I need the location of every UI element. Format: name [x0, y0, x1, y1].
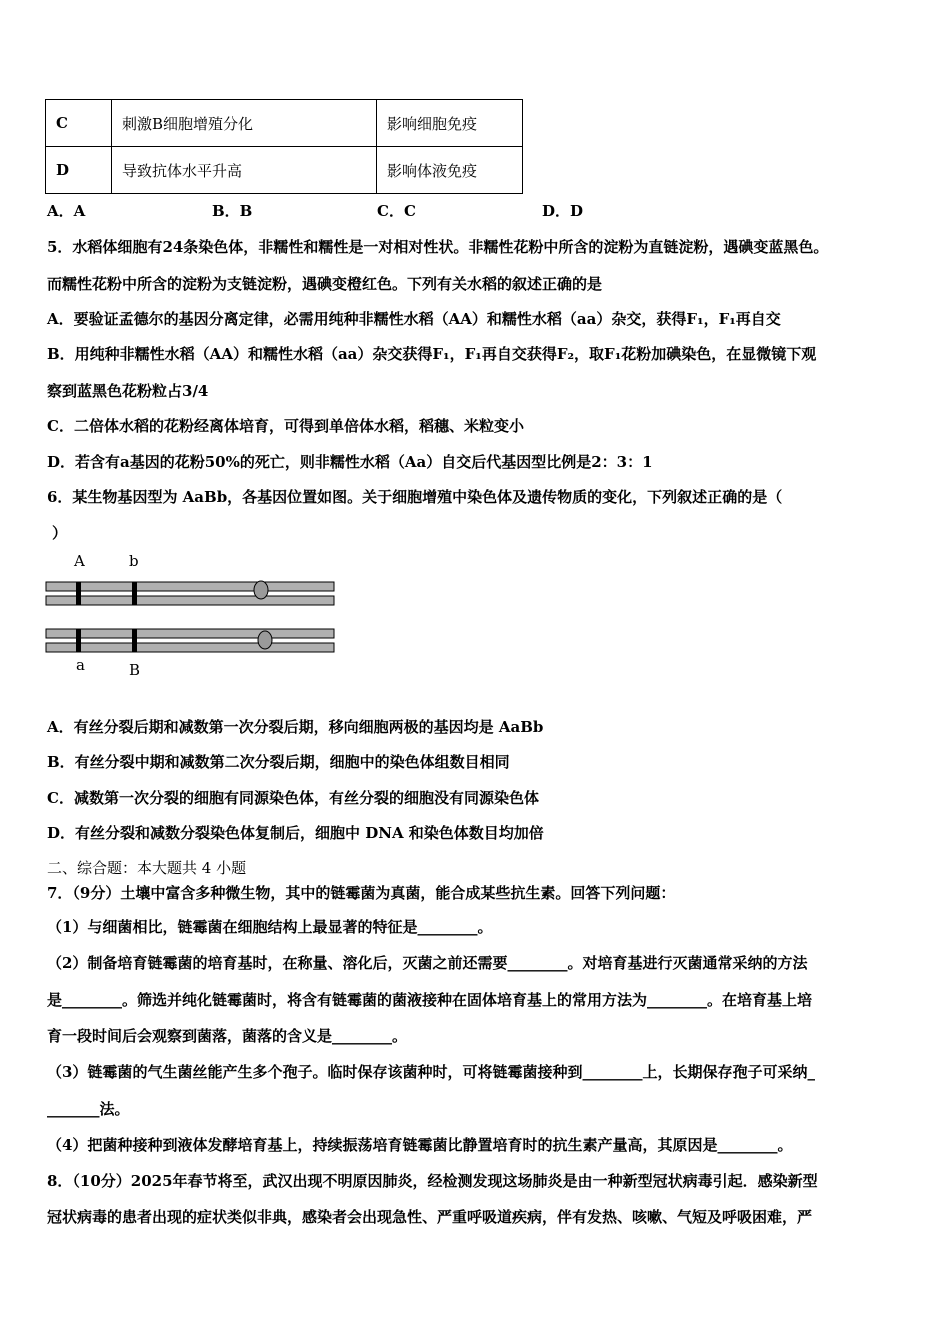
answer-table	[45, 99, 523, 194]
q5-option-c: C．二倍体水稻的花粉经离体培育，可得到单倍体水稻，稻穗、米粒变小	[47, 417, 524, 435]
q6-stem-line1: 6．某生物基因型为 AaBb，各基因位置如图。关于细胞增殖中染色体及遗传物质的变化，下列叙述正确的是（	[47, 488, 783, 506]
table-cell-cause: 导致抗体水平升高	[112, 147, 377, 194]
q6-stem-line2: ）	[52, 524, 68, 542]
table-cell-cause: 刺激B细胞增殖分化	[112, 100, 377, 147]
q4-option-b: B．B	[212, 202, 253, 220]
q6-option-d: D．有丝分裂和减数分裂染色体复制后，细胞中 DNA 和染色体数目均加倍	[47, 824, 544, 842]
q5-stem-line1: 5．水稻体细胞有24条染色体，非糯性和糯性是一对相对性状。非糯性花粉中所含的淀粉为直链淀粉，遇碘变蓝黑色。	[47, 238, 829, 256]
q7-stem: 7．（9分）土壤中富含多种微生物，其中的链霉菌为真菌，能合成某些抗生素。回答下列问题：	[47, 884, 676, 902]
chromosome-diagram	[45, 548, 345, 684]
gene-label-A: A	[74, 552, 85, 570]
gene-label-B: B	[129, 661, 141, 679]
gene-locus-mark	[76, 582, 81, 605]
centromere	[254, 581, 268, 599]
table-cell-effect: 影响细胞免疫	[377, 100, 523, 147]
table-row	[46, 147, 523, 194]
q6-option-a: A．有丝分裂后期和减数第一次分裂后期，移向细胞两极的基因均是 AaBb	[47, 718, 544, 736]
section-heading: 二、综合题：本大题共 4 小题	[47, 859, 247, 877]
q8-line2: 冠状病毒的患者出现的症状类似非典，感染者会出现急性、严重呼吸道疾病，伴有发热、咳嗽、气短及呼吸困难，严	[47, 1208, 813, 1226]
q5-option-b-line2: 察到蓝黑色花粉粒占3/4	[47, 382, 209, 400]
table-row	[46, 100, 523, 147]
q7-part2-line3: 育一段时间后会观察到菌落，菌落的含义是________。	[47, 1027, 408, 1045]
q8-line1: 8．（10分）2025年春节将至，武汉出现不明原因肺炎，经检测发现这场肺炎是由一种新型冠状病毒引起．感染新型	[47, 1172, 818, 1190]
centromere	[258, 631, 272, 649]
q7-part4: （4）把菌种接种到液体发酵培育基上，持续振荡培育链霉菌比静置培育时的抗生素产量高，其原因是________。	[47, 1136, 793, 1154]
q5-stem-line2: 而糯性花粉中所含的淀粉为支链淀粉，遇碘变橙红色。下列有关水稻的叙述正确的是	[47, 275, 603, 293]
q7-part1: （1）与细菌相比，链霉菌在细胞结构上最显著的特征是________。	[47, 918, 493, 936]
table-cell-option: D	[46, 147, 112, 194]
q5-option-d: D．若含有a基因的花粉50%的死亡，则非糯性水稻（Aa）自交后代基因型比例是2：3：1	[47, 453, 653, 471]
gene-locus-mark	[132, 582, 137, 605]
table-cell-option: C	[46, 100, 112, 147]
chromatid	[46, 582, 334, 591]
gene-locus-mark	[132, 629, 137, 652]
q6-option-b: B．有丝分裂中期和减数第二次分裂后期，细胞中的染色体组数目相同	[47, 753, 510, 771]
gene-label-b: b	[129, 552, 139, 570]
chromatid	[46, 596, 334, 605]
q7-part3-line1: （3）链霉菌的气生菌丝能产生多个孢子。临时保存该菌种时，可将链霉菌接种到________上，长期保存孢子可采纳_	[47, 1063, 815, 1081]
chromatid	[46, 629, 334, 638]
q4-option-d: D．D	[542, 202, 584, 220]
q7-part3-line2: _______法。	[47, 1100, 130, 1118]
q7-part2-line1: （2）制备培育链霉菌的培育基时，在称量、溶化后，灭菌之前还需要________。对培育基进行灭菌通常采纳的方法	[47, 954, 808, 972]
q4-option-a: A．A	[47, 202, 86, 220]
table-cell-effect: 影响体液免疫	[377, 147, 523, 194]
q4-option-c: C．C	[377, 202, 416, 220]
q5-option-a: A．要验证孟德尔的基因分离定律，必需用纯种非糯性水稻（AA）和糯性水稻（aa）杂交，获得F₁，F₁再自交	[47, 310, 781, 328]
gene-label-a: a	[76, 656, 85, 674]
q7-part2-line2: 是________。筛选并纯化链霉菌时，将含有链霉菌的菌液接种在固体培育基上的常用方法为________。在培育基上培	[47, 991, 813, 1009]
chromatid	[46, 643, 334, 652]
q6-option-c: C．减数第一次分裂的细胞有同源染色体，有丝分裂的细胞没有同源染色体	[47, 789, 539, 807]
gene-locus-mark	[76, 629, 81, 652]
q5-option-b-line1: B．用纯种非糯性水稻（AA）和糯性水稻（aa）杂交获得F₁，F₁再自交获得F₂，取F₁花粉加碘染色，在显微镜下观	[47, 345, 817, 363]
